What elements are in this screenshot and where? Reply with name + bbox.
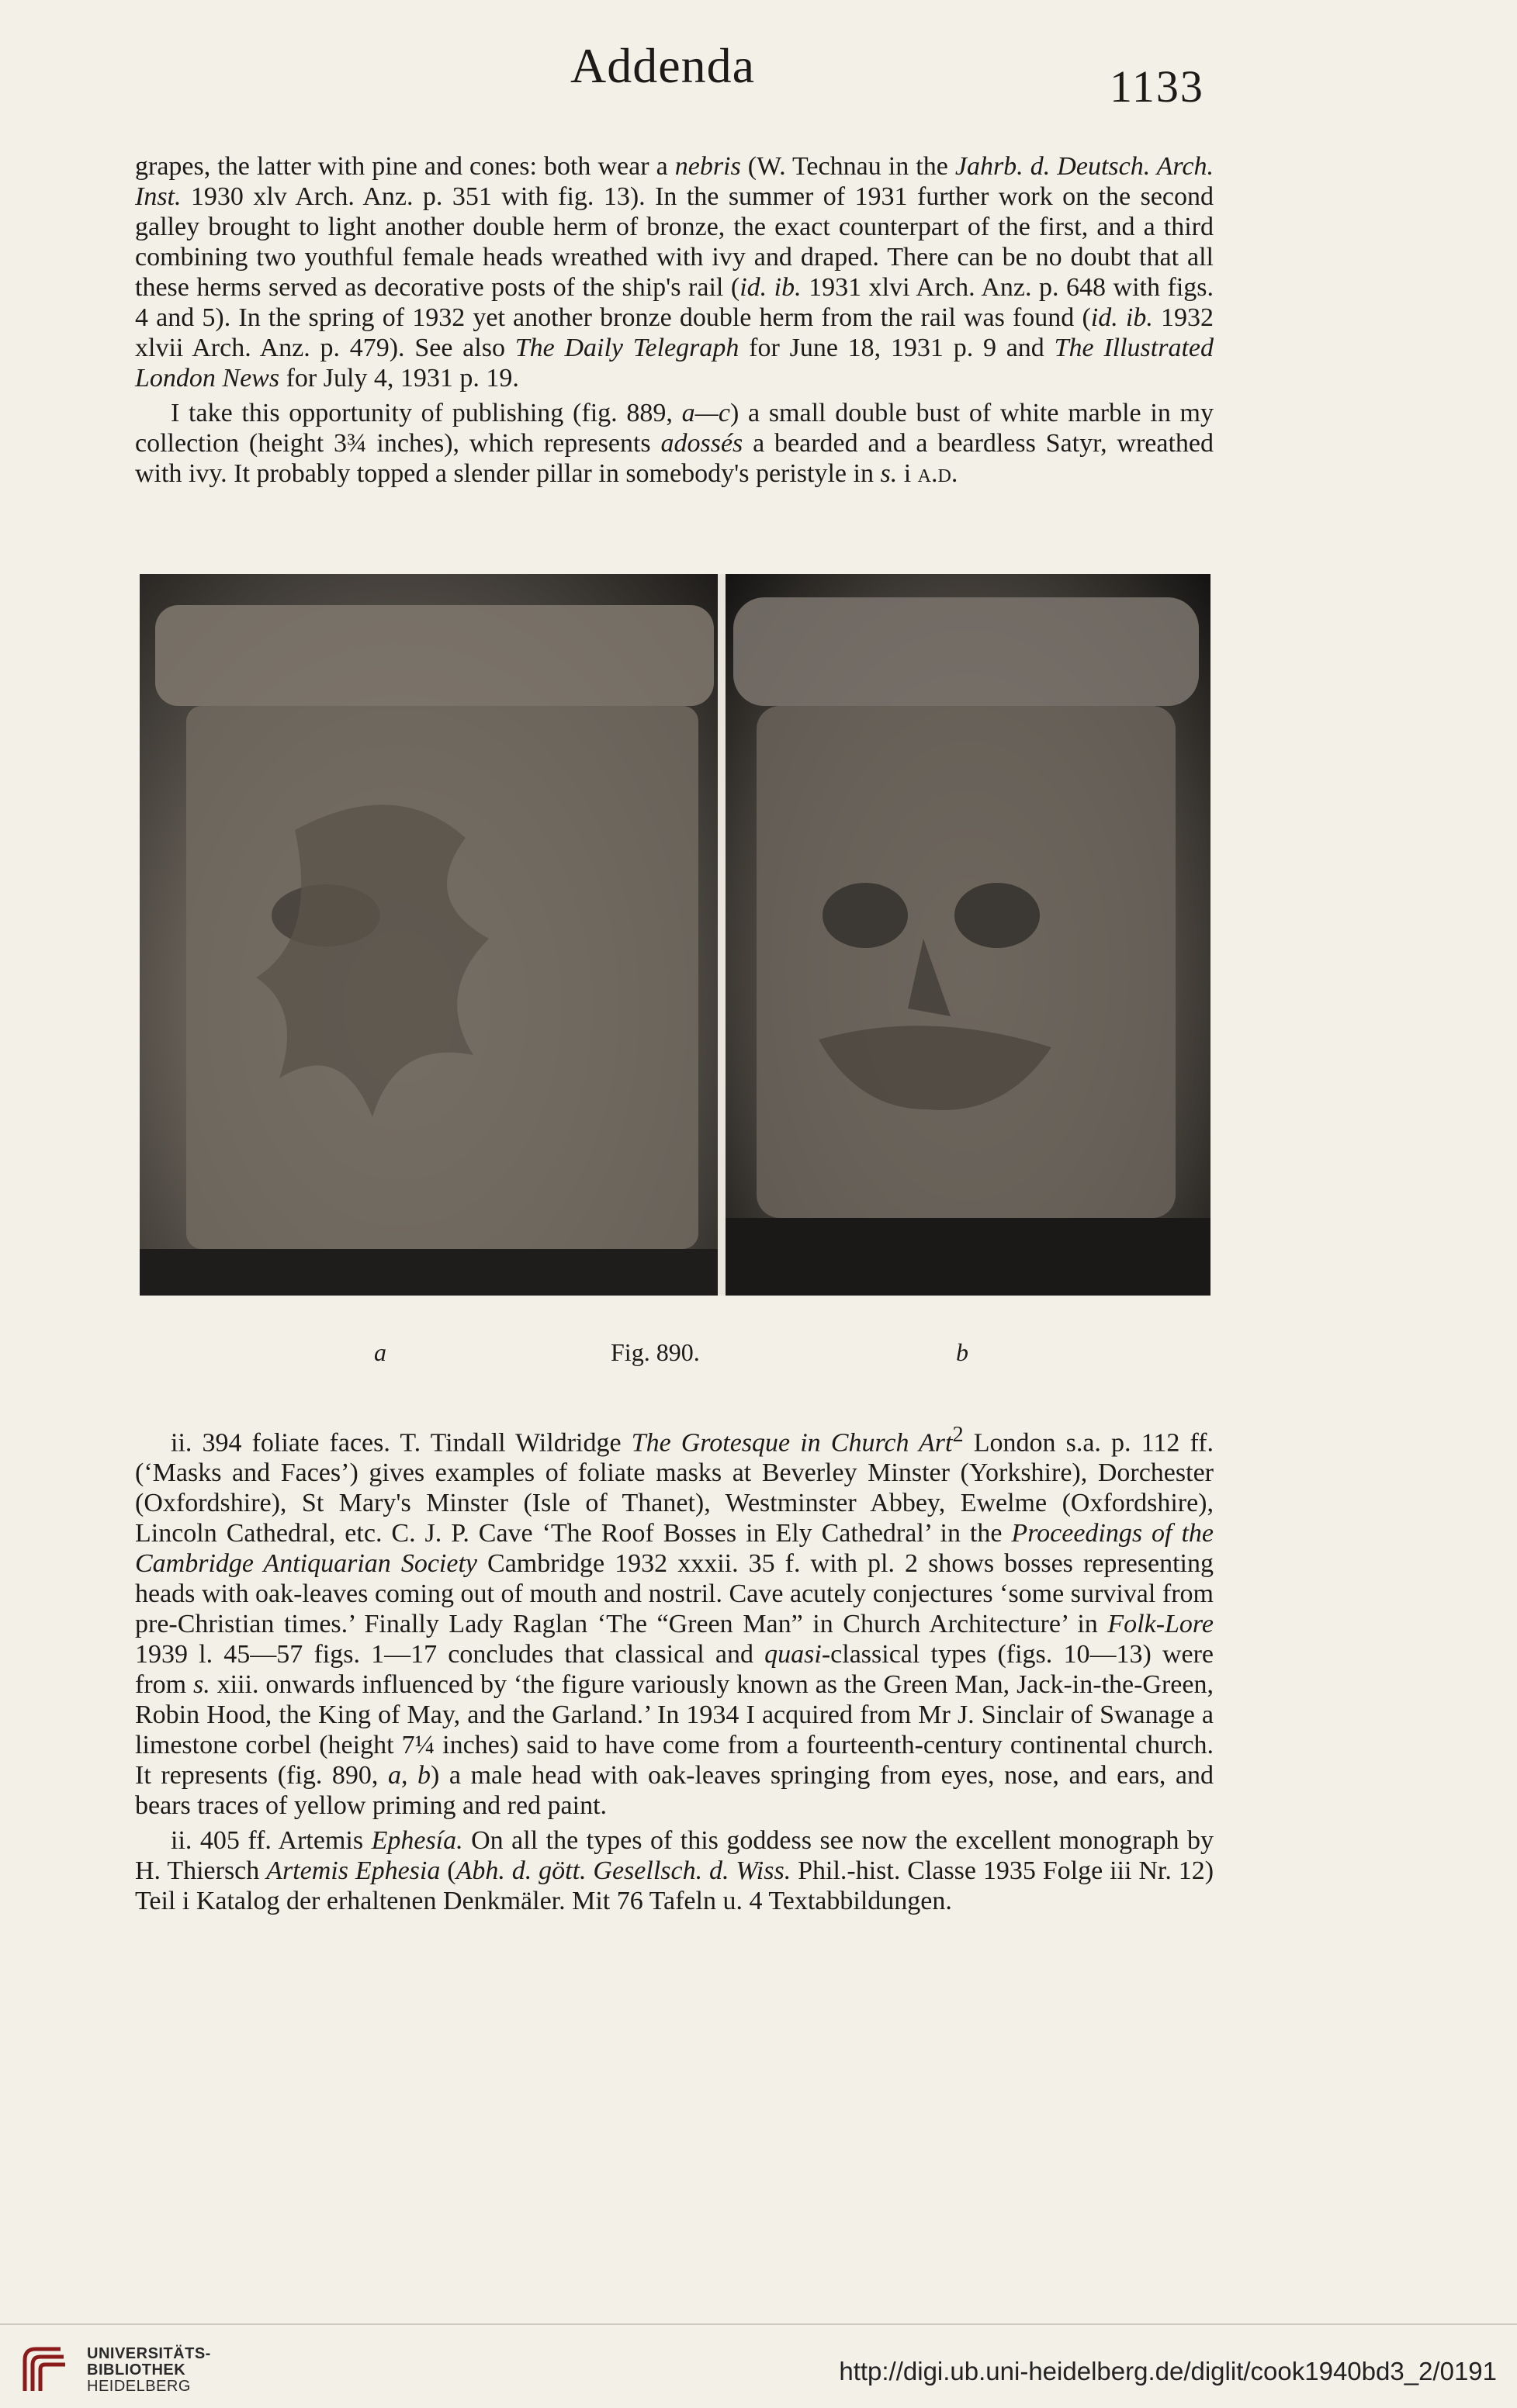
text-block-bottom <box>135 1420 1214 1921</box>
page-number: 1133 <box>1110 61 1204 112</box>
plate-gutter <box>718 574 726 1296</box>
source-url-link[interactable]: http://digi.ub.uni-heidelberg.de/diglit/cook1940bd3_2/0191 <box>839 2357 1497 2386</box>
corbel-photo-b <box>726 574 1210 1296</box>
figure-label-b: b <box>956 1338 968 1366</box>
bust-paragraph: I take this opportunity of publishing (fig. 889, a—c) a small double bust of white marble in my collection (height 3¾ inches), which represents adossés a bearded and a beardless Satyr, wreathed with ivy. It probably topped a slender pillar in somebody's peristyle in s. i a.d. <box>135 399 1214 488</box>
figure-caption: Fig. 890. <box>611 1338 700 1366</box>
figure-label-a: a <box>374 1338 386 1366</box>
running-header-title: Addenda <box>570 38 756 93</box>
foliate-faces-paragraph: ii. 394 foliate faces. T. Tindall Wildridge The Grotesque in Church Art$^2$ London s.a. p. 112 ff. (‘Masks and Faces’) gives examples of foliate masks at Beverley Minster (Yorkshire), Dorchester (Oxfordshire), St Mary's Minster (Isle of Thanet), Westminster Abbey, Ewelme (Oxfordshire), Lincoln Cathedral, etc. C. J. P. Cave ‘The Roof Bosses in Ely Cathedral’ in the Proceedings of the Cambridge Antiquarian Society Cambridge 1932 xxxii. 35 f. with pl. 2 shows bosses representing heads with oak-leaves coming out of mouth and nostril. Cave acutely conjectures ‘some survival from pre-Christian times.’ Finally Lady Raglan ‘The “Green Man” in Church Architecture’ in Folk-Lore 1939 l. 45—57 figs. 1—17 concludes that classical and quasi-classical types (figs. 10—13) were from s. xiii. onwards influenced by ‘the figure variously known as the Green Man, Jack-in-the-Green, Robin Hood, the King of May, and the Garland.’ In 1934 I acquired from Mr J. Sinclair of Swanage a limestone corbel (height 7¼ inches) said to have come from a fourteenth-century continental church. It represents (fig. 890, a, b) a male head with oak-leaves springing from eyes, nose, and ears, and bears traces of yellow priming and red paint. <box>135 1423 1214 1821</box>
library-name: UNIVERSITÄTS- BIBLIOTHEK HEIDELBERG <box>87 2345 211 2395</box>
intro-paragraph: grapes, the latter with pine and cones: both wear a nebris (W. Technau in the Jahrb. d. Deutsch. Arch. Inst. 1930 xlv Arch. Anz. p. 351 with fig. 13). In the summer of 1931 further work on the second galley brought to light another double herm of bronze, the exact counterpart of the first, and a third combining two youthful female heads wreathed with ivy and draped. There can be no doubt that all these herms served as decorative posts of the ship's rail (id. ib. 1931 xlvi Arch. Anz. p. 648 with figs. 4 and 5). In the spring of 1932 yet another bronze double herm from the rail was found (id. ib. 1932 xlvii Arch. Anz. p. 479). See also The Daily Telegraph for June 18, 1931 p. 9 and The Illustrated London News for July 4, 1931 p. 19. <box>135 152 1214 393</box>
corbel-photo-a <box>140 574 718 1296</box>
figure-890-plate <box>140 574 1210 1296</box>
text-block-top <box>135 151 1214 493</box>
footer-divider <box>0 2323 1517 2325</box>
artemis-paragraph: ii. 405 ff. Artemis Ephesía. On all the types of this goddess see now the excellent monograph by H. Thiersch Artemis Ephesia (Abh. d. gött. Gesellsch. d. Wiss. Phil.-hist. Classe 1935 Folge iii Nr. 12) Teil i Katalog der erhaltenen Denkmäler. Mit 76 Tafeln u. 4 Textabbildungen. <box>135 1826 1214 1916</box>
library-logo-icon <box>17 2343 71 2397</box>
